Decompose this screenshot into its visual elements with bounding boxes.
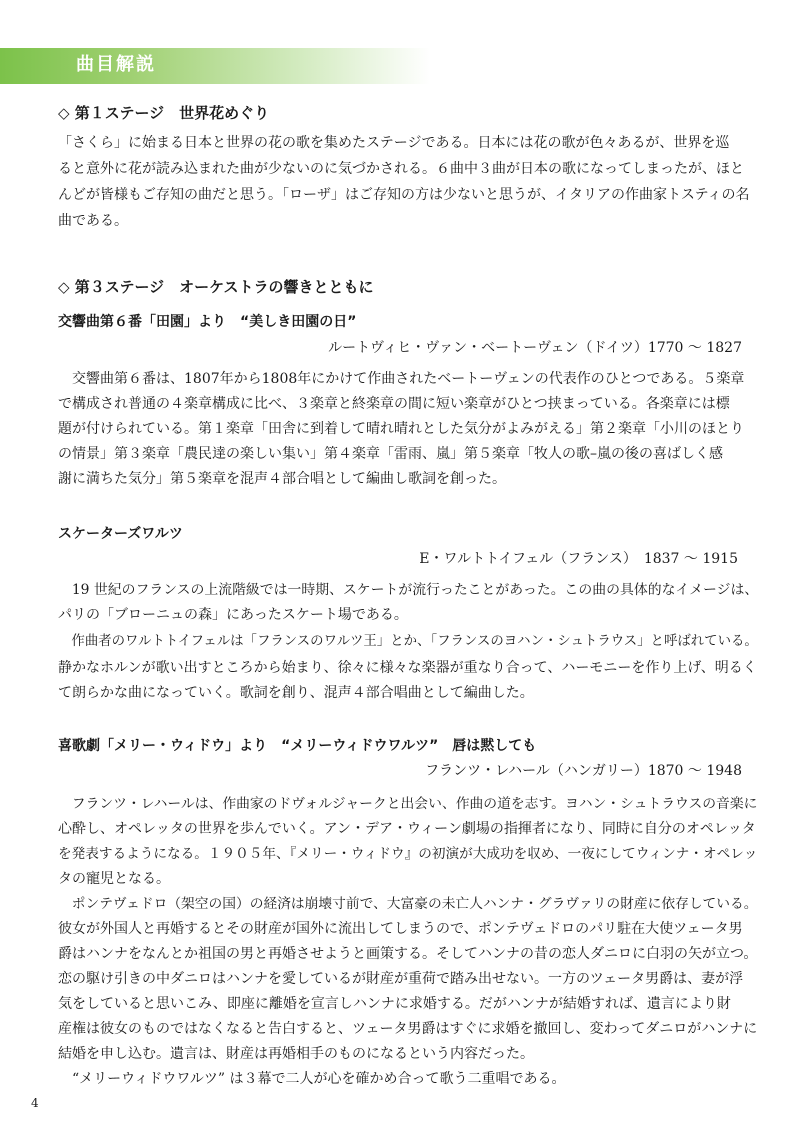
stage1-line: ると意外に花が読み込まれた曲が少ないのに気づかされる。６曲中３曲が日本の歌になってしまったが、ほと (58, 161, 744, 177)
piece1-line: 交響曲第６番は、1807年から1808年にかけて作曲されたベートーヴェンの代表作のひとつである。５楽章 (58, 371, 745, 387)
piece2-line: て朗らかな曲になっていく。歌詞を創り、混声４部合唱曲として編曲した。 (58, 685, 534, 701)
piece1-line: の情景」第３楽章「農民達の楽しい集い」第４楽章「雷雨、嵐」第５楽章「牧人の歌–嵐の後の喜ばしく感 (58, 446, 723, 462)
piece3-line: を発表するようになる。１９０５年、『メリー・ウィドウ』の初演が大成功を収め、一夜にしてウィンナ・オペレッ (58, 846, 758, 862)
stage3-heading: ◇ 第３ステージ オーケストラの響きとともに (58, 278, 374, 296)
stage1-line: 曲である。 (58, 213, 128, 229)
piece2-line: パリの「ブローニュの森」にあったスケート場である。 (58, 607, 408, 623)
piece2-line: 作曲者のワルトトイフェルは「フランスのワルツ王」とか、「フランスのヨハン・シュトラウス」と呼ばれている。 (58, 634, 758, 649)
piece3-line: 恋の駆け引きの中ダニロはハンナを愛しているが財産が重荷で踏み出せない。一方のツェータ男爵は、妻が浮 (58, 971, 744, 987)
piece1-title: 交響曲第６番「田園」より “美しき田園の日” (58, 314, 357, 330)
piece1-line: で構成され普通の４楽章構成に比べ、３楽章と終楽章の間に短い楽章がひとつ挟まっている。各楽章には標 (58, 396, 730, 412)
piece3-line: 爵はハンナをなんとか祖国の男と再婚させようと画策する。そしてハンナの昔の恋人ダニロに白羽の矢が立つ。 (58, 946, 758, 962)
stage1-heading: ◇ 第１ステージ 世界花めぐり (58, 104, 270, 122)
piece3-line: 結婚を申し込む。遺言は、財産は再婚相手のものになるという内容だった。 (58, 1046, 534, 1062)
stage1-line: 「さくら」に始まる日本と世界の花の歌を集めたステージである。日本には花の歌が色々あるが、世界を巡 (58, 135, 730, 151)
stage1-line: んどが皆様もご存知の曲だと思う。「ローザ」はご存知の方は少ないと思うが、イタリアの作曲家トスティの名 (58, 187, 750, 203)
piece3-line: “メリーウィドウワルツ” は３幕で二人が心を確かめ合って歌う二重唱である。 (58, 1071, 566, 1087)
piece2-composer: E・ワルトトイフェル（フランス） 1837 〜 1915 (419, 551, 738, 567)
piece3-line: 心酔し、オペレッタの世界を歩んでいく。アン・デア・ウィーン劇場の指揮者になり、同時に自分のオペレッタ (58, 821, 756, 837)
piece2-line: 19 世紀のフランスの上流階級では一時期、スケートが流行ったことがあった。この曲の具体的なイメージは、 (58, 582, 759, 598)
piece3-title: 喜歌劇「メリー・ウィドウ」より “メリーウィドウワルツ” 唇は黙しても (58, 738, 537, 754)
piece1-line: 謝に満ちた気分」第５楽章を混声４部合唱として編曲し歌詞を創った。 (58, 471, 506, 487)
section-title: 曲目解説 (76, 54, 156, 75)
piece1-composer: ルートヴィヒ・ヴァン・ベートーヴェン（ドイツ）1770 〜 1827 (328, 340, 742, 356)
piece3-line: 産権は彼女のものではなくなると告白すると、ツェータ男爵はすぐに求婚を撤回し、変わってダニロがハンナに (58, 1021, 758, 1037)
piece3-composer: フランツ・レハール（ハンガリー）1870 〜 1948 (425, 763, 742, 779)
header-band (0, 48, 430, 84)
piece3-line: 気をしていると思いこみ、即座に離婚を宣言しハンナに求婚する。だがハンナが結婚すれば、遺言により財 (58, 996, 731, 1012)
piece2-line: 静かなホルンが歌い出すところから始まり、徐々に様々な楽器が重なり合って、ハーモニーを作り上げ、明るく (58, 660, 757, 676)
piece3-line: ポンテヴェドロ（架空の国）の経済は崩壊寸前で、大富豪の未亡人ハンナ・グラヴァリの財産に依存している。 (58, 896, 758, 912)
piece3-line: タの寵児となる。 (58, 871, 170, 887)
piece3-line: フランツ・レハールは、作曲家のドヴォルジャークと出会い、作曲の道を志す。ヨハン・シュトラウスの音楽に (58, 796, 758, 812)
piece2-title: スケーターズワルツ (58, 526, 183, 542)
page-number: 4 (31, 1096, 39, 1110)
piece3-line: 彼女が外国人と再婚するとその財産が国外に流出してしまうので、ポンテヴェドロのパリ駐在大使ツェータ男 (58, 921, 743, 937)
piece1-line: 題が付けられている。第１楽章「田舎に到着して晴れ晴れとした気分がよみがえる」第２楽章「小川のほとり (58, 421, 744, 437)
